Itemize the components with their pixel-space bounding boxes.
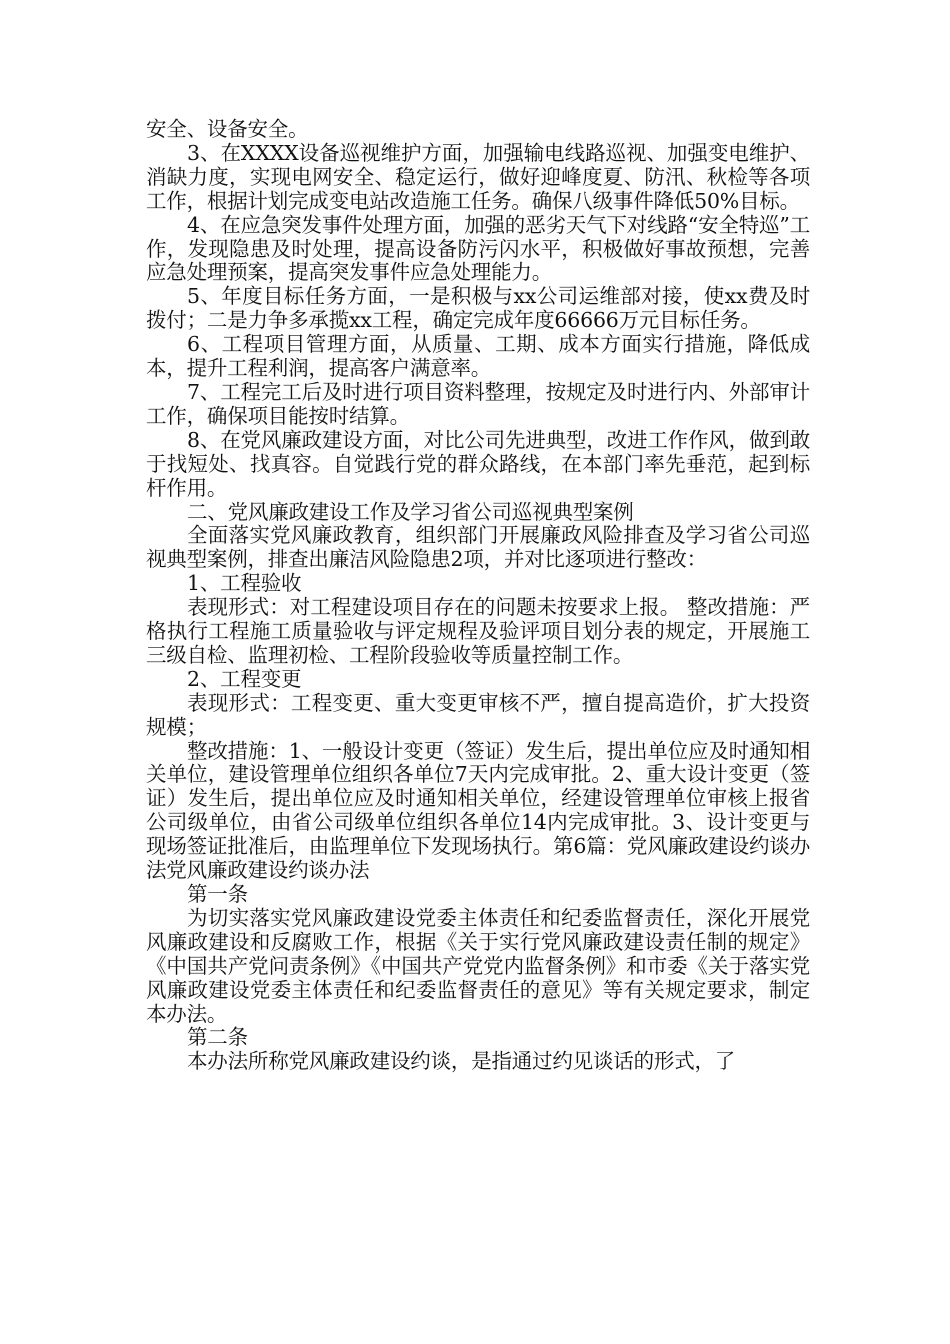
paragraph-3: 4、在应急突发事件处理方面，加强的恶劣天气下对线路“安全特巡”工作，发现隐患及时处理，提高设备防污闪水平，积极做好事故预想，完善应急处理预案，提高突发事件应急处理能力。 (146, 212, 810, 285)
paragraph-9: 表现形式：对工程建设项目存在的问题未按要求上报。 整改措施：严格执行工程施工质量验收与评定规程及验评项目划分表的规定，开展施工三级自检、监理初检、工程阶段验收等质量控制工作。 (146, 595, 810, 667)
paragraph-4: 5、年度目标任务方面，一是积极与xx公司运维部对接，使xx费及时拨付；二是力争多承揽xx工程，确定完成年度66666万元目标任务。 (146, 284, 810, 333)
article-heading-2: 第二条 (187, 1025, 248, 1050)
paragraph-11: 整改措施：1、一般设计变更（签证）发生后，提出单位应及时通知相关单位，建设管理单位组织各单位7天内完成审批。2、重大设计变更（签证）发生后，提出单位应及时通知相关单位，经建设管理单位审核上报省公司级单位，由省公司级单位组织各单位14内完成审批。3、设计变更与现场签证批准后，由监理单位下发现场执行。第6篇：党风廉政建设约谈办法党风廉政建设约谈办法 (146, 738, 810, 883)
paragraph-6: 7、工程完工后及时进行项目资料整理，按规定及时进行内、外部审计工作，确保项目能按时结算。 (146, 379, 810, 428)
paragraph-8: 全面落实党风廉政教育，组织部门开展廉政风险排查及学习省公司巡视典型案例，排查出廉洁风险隐患2项，并对比逐项进行整改： (146, 523, 810, 572)
section-heading: 二、党风廉政建设工作及学习省公司巡视典型案例 (187, 499, 634, 524)
paragraph-2: 3、在XXXX设备巡视维护方面，加强输电线路巡视、加强变电维护、消缺力度，实现电网安全、稳定运行，做好迎峰度夏、防汛、秋检等各项工作，根据计划完成变电站改造施工任务。确保八级事件降低50%目标。 (146, 140, 810, 213)
subheading-2: 2、工程变更 (187, 666, 302, 691)
paragraph-13: 本办法所称党风廉政建设约谈，是指通过约见谈话的形式，了 (187, 1049, 736, 1074)
subheading-1: 1、工程验收 (187, 571, 302, 596)
paragraph-10: 表现形式：工程变更、重大变更审核不严，擅自提高造价，扩大投资规模； (146, 690, 810, 739)
paragraph-1: 安全、设备安全。 (146, 117, 309, 141)
article-heading-1: 第一条 (187, 882, 248, 906)
paragraph-12: 为切实落实党风廉政建设党委主体责任和纪委监督责任，深化开展党风廉政建设和反腐败工作，根据《关于实行党风廉政建设责任制的规定》《中国共产党问责条例》《中国共产党党内监督条例》和市委《关于落实党风廉政建设党委主体责任和纪委监督责任的意见》等有关规定要求，制定本办法。 (146, 905, 810, 1026)
paragraph-5: 6、工程项目管理方面，从质量、工期、成本方面实行措施，降低成本，提升工程利润，提高客户满意率。 (146, 332, 810, 381)
document-body (146, 118, 810, 1074)
paragraph-7: 8、在党风廉政建设方面，对比公司先进典型，改进工作作风，做到敢于找短处、找真容。自觉践行党的群众路线，在本部门率先垂范，起到标杆作用。 (146, 427, 810, 500)
